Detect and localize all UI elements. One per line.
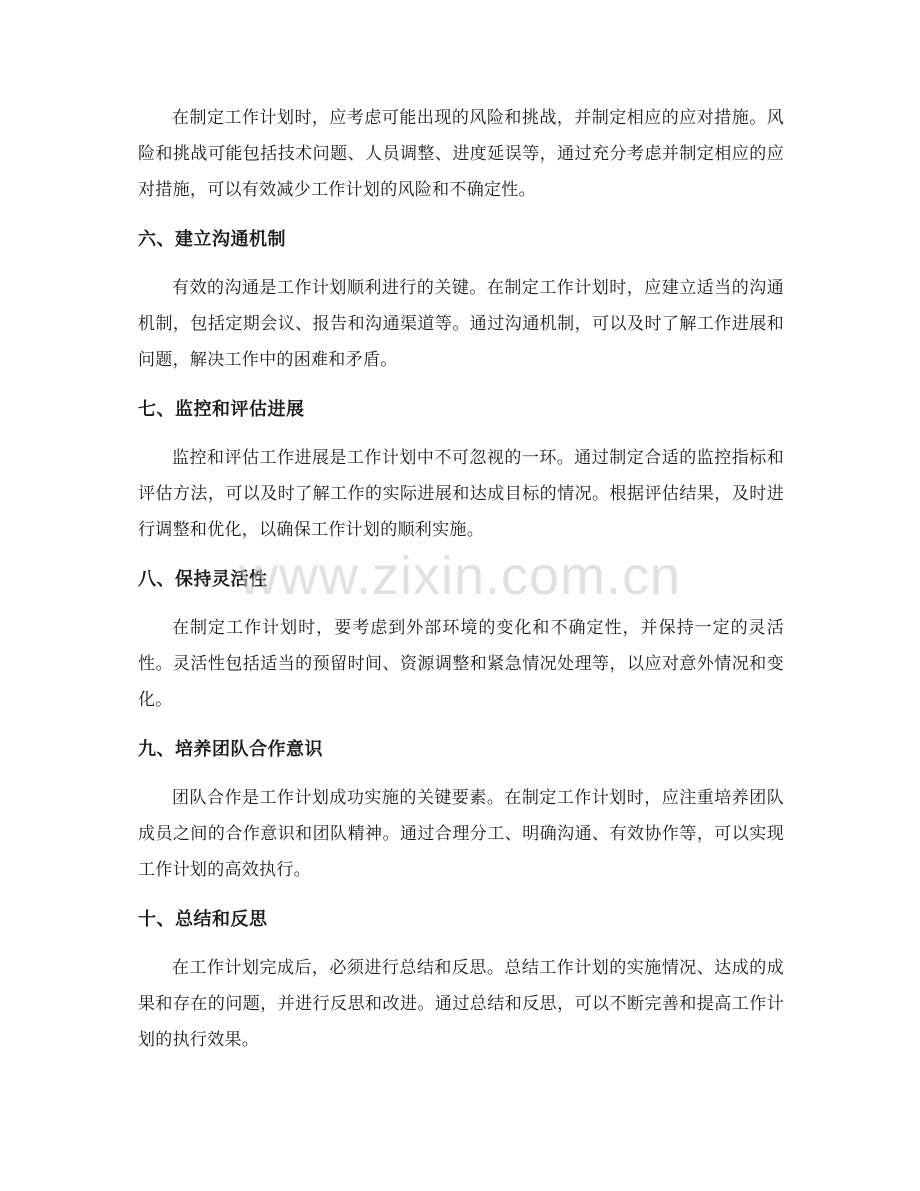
section-heading-6: 六、建立沟通机制 <box>138 229 286 250</box>
watermark: www.zixin.com.cn <box>238 546 682 606</box>
section-paragraph-10: 在工作计划完成后，必须进行总结和反思。总结工作计划的实施情况、达成的成果和存在的问题，并进行反思和改进。通过总结和反思，可以不断完善和提高工作计划的执行效果。 <box>138 958 784 1050</box>
section-heading-8: 八、保持灵活性 <box>138 569 268 590</box>
section-paragraph-9: 团队合作是工作计划成功实施的关键要素。在制定工作计划时，应注重培养团队成员之间的合作意识和团队精神。通过合理分工、明确沟通、有效协作等，可以实现工作计划的高效执行。 <box>138 788 784 880</box>
document-body <box>138 100 784 1058</box>
intro-paragraph: 在制定工作计划时，应考虑可能出现的风险和挑战，并制定相应的应对措施。风险和挑战可能包括技术问题、人员调整、进度延误等，通过充分考虑并制定相应的应对措施，可以有效减少工作计划的风险和不确定性。 <box>138 108 784 200</box>
section-paragraph-8: 在制定工作计划时，要考虑到外部环境的变化和不确定性，并保持一定的灵活性。灵活性包括适当的预留时间、资源调整和紧急情况处理等，以应对意外情况和变化。 <box>138 618 784 710</box>
section-heading-7: 七、监控和评估进展 <box>138 399 305 420</box>
section-paragraph-6: 有效的沟通是工作计划顺利进行的关键。在制定工作计划时，应建立适当的沟通机制，包括定期会议、报告和沟通渠道等。通过沟通机制，可以及时了解工作进展和问题，解决工作中的困难和矛盾。 <box>138 278 784 370</box>
section-heading-10: 十、总结和反思 <box>138 909 268 930</box>
section-heading-9: 九、培养团队合作意识 <box>138 739 323 760</box>
section-paragraph-7: 监控和评估工作进展是工作计划中不可忽视的一环。通过制定合适的监控指标和评估方法，可以及时了解工作的实际进展和达成目标的情况。根据评估结果，及时进行调整和优化，以确保工作计划的顺利实施。 <box>138 448 784 540</box>
